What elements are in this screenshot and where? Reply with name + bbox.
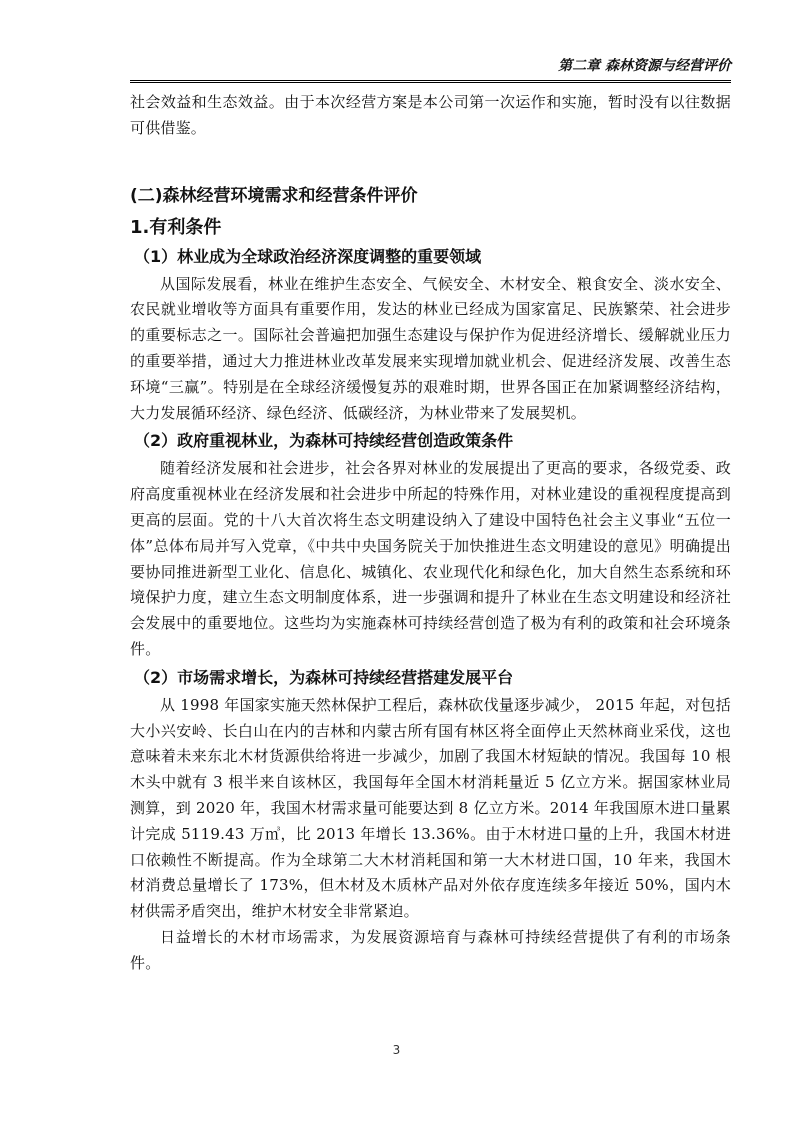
- item-heading-3: （2）市场需求增长，为森林可持续经营搭建发展平台: [134, 667, 514, 687]
- chapter-title: 第二章 森林资源与经营评价: [558, 58, 731, 74]
- page-body: [130, 90, 731, 977]
- page-number: 3: [392, 1043, 401, 1057]
- header-rule: [130, 80, 731, 83]
- subsection-heading: 1.有利条件: [130, 216, 222, 238]
- section-heading: (二)森林经营环境需求和经营条件评价: [130, 185, 418, 206]
- paragraph-market: 从 1998 年国家实施天然林保护工程后，森林砍伐量逐步减少， 2015 年起，对包括大小兴安岭、长白山在内的吉林和内蒙古所有国有林区将全面停止天然林商业采伐，这也意味着未来东北木材货源供给将进一步减少，加剧了我国木材短缺的情况。我国每 10 根木头中就有 3 根半来自该林区，我国每年全国木材消耗量近 5 亿立方米。据国家林业局测算，到 2020 年，我国木材需求量可能要达到 8 亿立方米。2014 年我国原木进口量累计完成 5119.43 万㎥，比 2013 年增长 13.36%。由于木材进口量的上升，我国木材进口依赖性不断提高。作为全球第二大木材消耗国和第一大木材进口国，10 年来，我国木材消费总量增长了 173%，但木材及木质林产品对外依存度连续多年接近 50%，国内木材供需矛盾突出，维护木材安全非常紧迫。: [130, 695, 731, 921]
- paragraph-international: 从国际发展看，林业在维护生态安全、气候安全、木材安全、粮食安全、淡水安全、农民就业增收等方面具有重要作用，发达的林业已经成为国家富足、民族繁荣、社会进步的重要标志之一。国际社会普遍把加强生态建设与保护作为促进经济增长、缓解就业压力的重要举措，通过大力推进林业改革发展来实现增加就业机会、促进经济发展、改善生态环境“三赢”。特别是在全球经济缓慢复苏的艰难时期，世界各国正在加紧调整经济结构，大力发展循环经济、绿色经济、低碳经济，为林业带来了发展契机。: [130, 274, 731, 422]
- paragraph-policy: 随着经济发展和社会进步，社会各界对林业的发展提出了更高的要求，各级党委、政府高度重视林业在经济发展和社会进步中所起的特殊作用，对林业建设的重视程度提高到更高的层面。党的十八大首次将生态文明建设纳入了建设中国特色社会主义事业“五位一体”总体布局并写入党章，《中共中央国务院关于加快推进生态文明建设的意见》明确提出要协同推进新型工业化、信息化、城镇化、农业现代化和绿色化，加大自然生态系统和环境保护力度，建立生态文明制度体系，进一步强调和提升了林业在生态文明建设和经济社会发展中的重要地位。这些均为实施森林可持续经营创造了极为有利的政策和社会环境条件。: [130, 459, 731, 658]
- item-heading-1: （1）林业成为全球政治经济深度调整的重要领域: [134, 246, 482, 266]
- item-heading-2: （2）政府重视林业，为森林可持续经营创造政策条件: [134, 431, 514, 451]
- paragraph-continued: 社会效益和生态效益。由于本次经营方案是本公司第一次运作和实施，暂时没有以往数据可供借鉴。: [130, 93, 731, 137]
- paragraph-conclusion: 日益增长的木材市场需求，为发展资源培育与森林可持续经营提供了有利的市场条件。: [130, 927, 731, 972]
- running-header: [130, 56, 731, 80]
